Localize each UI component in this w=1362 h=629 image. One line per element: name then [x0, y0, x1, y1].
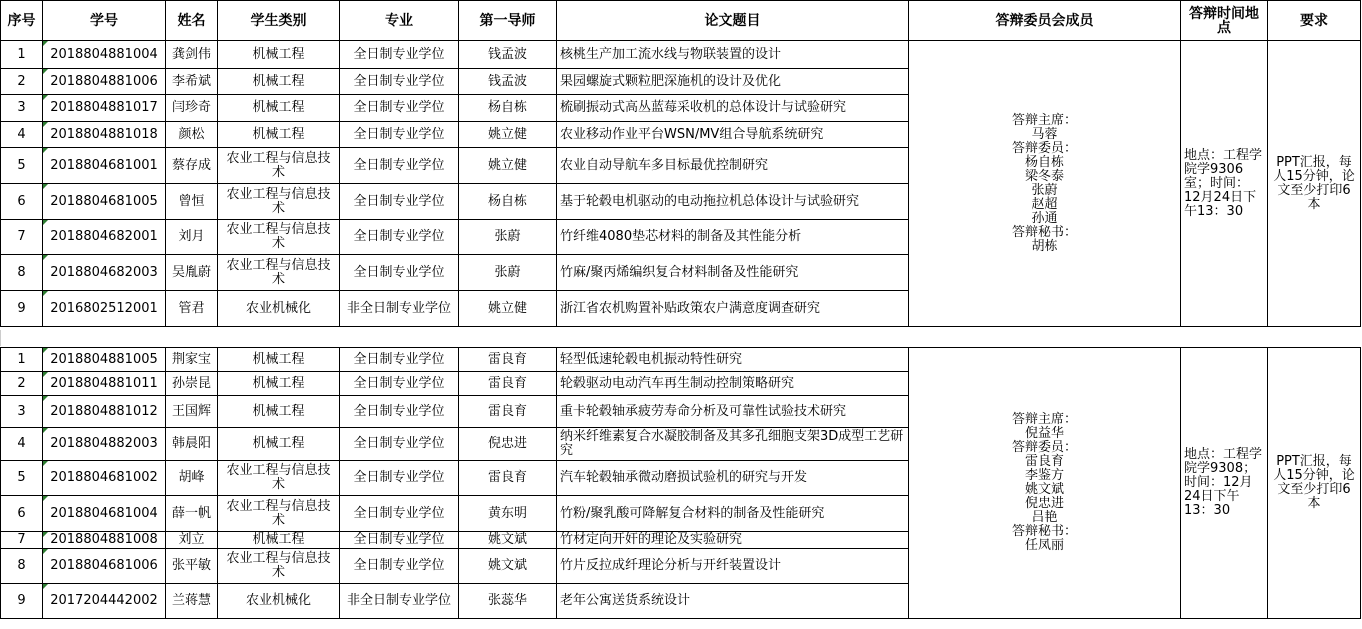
first-advisor: 张蔚 [459, 255, 557, 291]
row-number: 9 [1, 584, 43, 619]
thesis-title: 竹片反拉成纤理论分析与开纤装置设计 [557, 549, 909, 584]
committee-member-line: 倪益华 [1024, 426, 1064, 441]
first-advisor: 钱孟波 [459, 69, 557, 95]
student-category: 机械工程 [218, 396, 340, 428]
degree-type: 全日制专业学位 [340, 255, 459, 291]
student-id: 2018804881008 [43, 532, 166, 549]
defense-requirement: PPT汇报，每人15分钟，论文至少打印6本 [1268, 41, 1361, 327]
degree-type: 全日制专业学位 [340, 372, 459, 396]
student-id: 2018804881005 [43, 348, 166, 372]
row-number: 2 [1, 372, 43, 396]
header-cell: 论文题目 [557, 1, 909, 41]
first-advisor: 雷良育 [459, 396, 557, 428]
degree-type: 全日制专业学位 [340, 428, 459, 461]
thesis-title: 果园螺旋式颗粒肥深施机的设计及优化 [557, 69, 909, 95]
table-row [1, 348, 1361, 372]
student-category: 农业机械化 [218, 584, 340, 619]
committee-members [909, 348, 1181, 619]
row-number: 6 [1, 184, 43, 220]
thesis-title: 基于轮毂电机驱动的电动拖拉机总体设计与试验研究 [557, 184, 909, 220]
degree-type: 全日制专业学位 [340, 220, 459, 255]
committee-member-line: 倪忠进 [1024, 496, 1064, 511]
row-number: 1 [1, 348, 43, 372]
student-name: 王国辉 [166, 396, 218, 428]
degree-type: 全日制专业学位 [340, 396, 459, 428]
student-name: 薛一帆 [166, 496, 218, 532]
degree-type: 全日制专业学位 [340, 41, 459, 69]
student-id: 2018804681005 [43, 184, 166, 220]
degree-type: 全日制专业学位 [340, 348, 459, 372]
committee-member-line: 答辩主席： [1011, 412, 1077, 427]
student-name: 孙崇昆 [166, 372, 218, 396]
student-name: 张平敏 [166, 549, 218, 584]
row-number: 6 [1, 496, 43, 532]
defense-time-place: 地点：工程学院学9308；时间：12月24日下午13：30 [1181, 348, 1268, 619]
student-category: 农业工程与信息技术 [218, 496, 340, 532]
header-cell: 学生类别 [218, 1, 340, 41]
row-number: 3 [1, 396, 43, 428]
row-number: 4 [1, 122, 43, 148]
first-advisor: 雷良育 [459, 348, 557, 372]
thesis-title: 农业自动导航车多目标最优控制研究 [557, 148, 909, 184]
student-category: 农业工程与信息技术 [218, 255, 340, 291]
thesis-title: 梳刷振动式高丛蓝莓采收机的总体设计与试验研究 [557, 95, 909, 122]
degree-type: 全日制专业学位 [340, 148, 459, 184]
student-id: 2018804681001 [43, 148, 166, 184]
committee-member-line: 孙通 [1031, 210, 1058, 226]
student-name: 胡峰 [166, 461, 218, 496]
defense-table-group-2 [0, 347, 1361, 619]
degree-type: 全日制专业学位 [340, 549, 459, 584]
student-category: 机械工程 [218, 41, 340, 69]
student-category: 农业工程与信息技术 [218, 461, 340, 496]
committee-member-line: 答辩主席： [1011, 112, 1077, 128]
student-id: 2018804881017 [43, 95, 166, 122]
student-name: 李希斌 [166, 69, 218, 95]
first-advisor: 雷良育 [459, 461, 557, 496]
student-name: 管君 [166, 291, 218, 327]
student-category: 机械工程 [218, 428, 340, 461]
student-name: 蔡存成 [166, 148, 218, 184]
row-number: 4 [1, 428, 43, 461]
thesis-title: 老年公寓送货系统设计 [557, 584, 909, 619]
committee-member-line: 张蔚 [1031, 182, 1058, 198]
student-name: 韩晨阳 [166, 428, 218, 461]
first-advisor: 黄东明 [459, 496, 557, 532]
thesis-title: 重卡轮毂轴承疲劳寿命分析及可靠性试验技术研究 [557, 396, 909, 428]
defense-time-place: 地点：工程学院学9306室；时间：12月24日下午13：30 [1181, 41, 1268, 327]
student-category: 机械工程 [218, 122, 340, 148]
thesis-title: 纳米纤维素复合水凝胶制备及其多孔细胞支架3D成型工艺研究 [557, 428, 909, 461]
committee-member-line: 雷良育 [1024, 454, 1064, 469]
header-cell: 第一导师 [459, 1, 557, 41]
first-advisor: 张蔚 [459, 220, 557, 255]
first-advisor: 张蕊华 [459, 584, 557, 619]
student-name: 兰蒋慧 [166, 584, 218, 619]
student-name: 刘立 [166, 532, 218, 549]
student-id: 2018804881012 [43, 396, 166, 428]
header-cell: 答辩时间地点 [1181, 1, 1268, 41]
row-number: 7 [1, 220, 43, 255]
committee-member-line: 杨自栋 [1024, 154, 1064, 170]
first-advisor: 姚文斌 [459, 549, 557, 584]
degree-type: 全日制专业学位 [340, 461, 459, 496]
table-row [1, 41, 1361, 69]
student-name: 闫珍奇 [166, 95, 218, 122]
student-id: 2018804681006 [43, 549, 166, 584]
committee-member-line: 答辩秘书： [1011, 224, 1077, 240]
thesis-title: 核桃生产加工流水线与物联装置的设计 [557, 41, 909, 69]
student-id: 2018804681004 [43, 496, 166, 532]
thesis-title: 竹纤维4080垫芯材料的制备及其性能分析 [557, 220, 909, 255]
student-category: 农业机械化 [218, 291, 340, 327]
thesis-title: 轮毂驱动电动汽车再生制动控制策略研究 [557, 372, 909, 396]
first-advisor: 姚立健 [459, 291, 557, 327]
student-id: 2018804682003 [43, 255, 166, 291]
first-advisor: 倪忠进 [459, 428, 557, 461]
row-number: 2 [1, 69, 43, 95]
committee-member-line: 马蓉 [1031, 126, 1058, 142]
first-advisor: 杨自栋 [459, 95, 557, 122]
degree-type: 全日制专业学位 [340, 184, 459, 220]
student-name: 吴胤蔚 [166, 255, 218, 291]
student-id: 2018804682001 [43, 220, 166, 255]
degree-type: 全日制专业学位 [340, 532, 459, 549]
student-name: 龚剑伟 [166, 41, 218, 69]
student-id: 2018804681002 [43, 461, 166, 496]
first-advisor: 姚立健 [459, 148, 557, 184]
student-category: 农业工程与信息技术 [218, 220, 340, 255]
student-category: 机械工程 [218, 372, 340, 396]
committee-member-line: 赵超 [1031, 196, 1058, 212]
student-id: 2018804881018 [43, 122, 166, 148]
student-name: 颜松 [166, 122, 218, 148]
committee-member-line: 梁冬泰 [1024, 168, 1064, 184]
committee-member-line: 胡栋 [1031, 238, 1058, 254]
degree-type: 全日制专业学位 [340, 122, 459, 148]
row-number: 7 [1, 532, 43, 549]
row-number: 1 [1, 41, 43, 69]
first-advisor: 钱孟波 [459, 41, 557, 69]
committee-member-line: 答辩秘书： [1011, 524, 1077, 539]
degree-type: 非全日制专业学位 [340, 291, 459, 327]
committee-members [909, 41, 1181, 327]
student-id: 2017204442002 [43, 584, 166, 619]
thesis-title: 竹材定向开奸的理论及实验研究 [557, 532, 909, 549]
row-number: 3 [1, 95, 43, 122]
row-number: 5 [1, 148, 43, 184]
first-advisor: 姚文斌 [459, 532, 557, 549]
student-id: 2018804881006 [43, 69, 166, 95]
row-number: 9 [1, 291, 43, 327]
degree-type: 全日制专业学位 [340, 95, 459, 122]
student-name: 刘月 [166, 220, 218, 255]
committee-member-line: 姚文斌 [1024, 482, 1064, 497]
degree-type: 全日制专业学位 [340, 69, 459, 95]
first-advisor: 姚立健 [459, 122, 557, 148]
committee-member-line: 李鉴方 [1024, 468, 1064, 483]
committee-member-line: 答辩委员： [1011, 140, 1077, 156]
thesis-title: 农业移动作业平台WSN/MV组合导航系统研究 [557, 122, 909, 148]
student-id: 2018804881011 [43, 372, 166, 396]
row-number: 8 [1, 255, 43, 291]
student-category: 农业工程与信息技术 [218, 549, 340, 584]
row-number: 5 [1, 461, 43, 496]
group-separator [0, 330, 1361, 346]
first-advisor: 杨自栋 [459, 184, 557, 220]
header-cell: 答辩委员会成员 [909, 1, 1181, 41]
student-category: 机械工程 [218, 95, 340, 122]
student-id: 2018804881004 [43, 41, 166, 69]
header-cell: 专业 [340, 1, 459, 41]
header-cell: 学号 [43, 1, 166, 41]
header-cell: 序号 [1, 1, 43, 41]
header-cell: 姓名 [166, 1, 218, 41]
student-category: 机械工程 [218, 532, 340, 549]
thesis-title: 浙江省农机购置补贴政策农户满意度调查研究 [557, 291, 909, 327]
header-row [1, 1, 1361, 41]
row-number: 8 [1, 549, 43, 584]
student-category: 农业工程与信息技术 [218, 148, 340, 184]
defense-requirement: PPT汇报，每人15分钟，论文至少打印6本 [1268, 348, 1361, 619]
student-category: 机械工程 [218, 348, 340, 372]
first-advisor: 雷良育 [459, 372, 557, 396]
student-name: 荆家宝 [166, 348, 218, 372]
student-category: 机械工程 [218, 69, 340, 95]
student-id: 2018804882003 [43, 428, 166, 461]
student-id: 2016802512001 [43, 291, 166, 327]
thesis-title: 轻型低速轮毂电机振动特性研究 [557, 348, 909, 372]
header-cell: 要求 [1268, 1, 1361, 41]
student-name: 曾恒 [166, 184, 218, 220]
committee-member-line: 答辩委员： [1011, 440, 1077, 455]
degree-type: 非全日制专业学位 [340, 584, 459, 619]
committee-member-line: 任凤丽 [1024, 538, 1064, 553]
thesis-title: 汽车轮毂轴承微动磨损试验机的研究与开发 [557, 461, 909, 496]
thesis-title: 竹粉/聚乳酸可降解复合材料的制备及性能研究 [557, 496, 909, 532]
student-category: 农业工程与信息技术 [218, 184, 340, 220]
committee-member-line: 吕艳 [1031, 510, 1058, 525]
thesis-title: 竹麻/聚丙烯编织复合材料制备及性能研究 [557, 255, 909, 291]
degree-type: 全日制专业学位 [340, 496, 459, 532]
